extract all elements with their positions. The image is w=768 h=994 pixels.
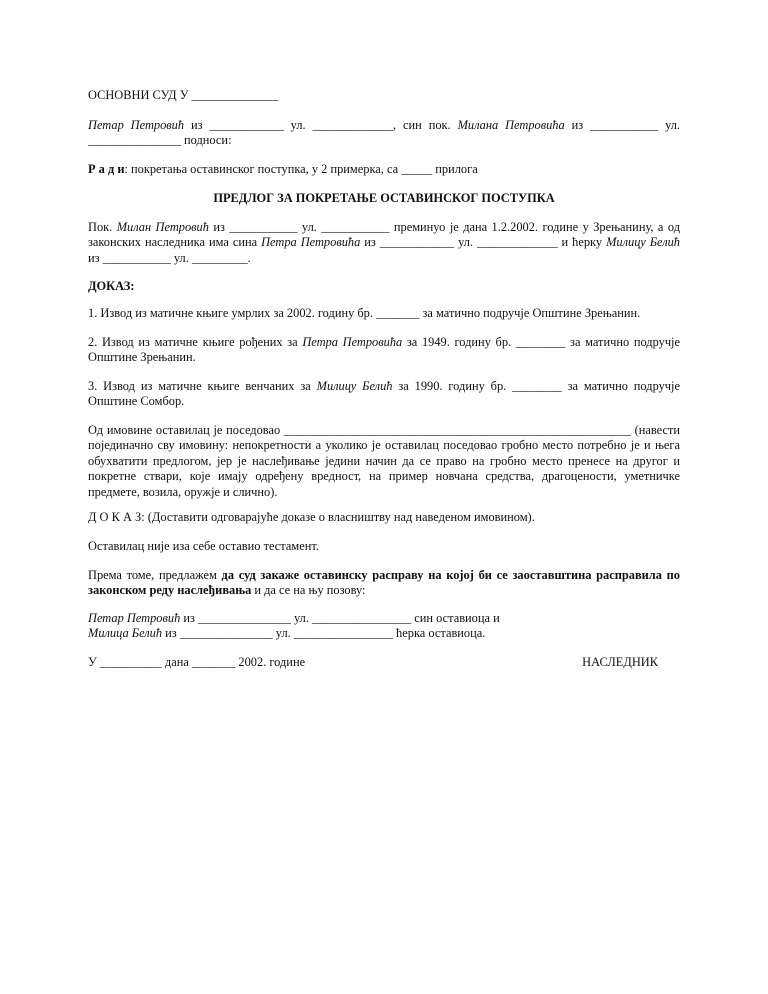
evidence-item-3-name: Милицу Белић — [316, 379, 393, 393]
property-proof: Д О К А З: (Доставити одговарајуће доказе о власништву над наведеном имовином). — [88, 510, 535, 524]
evidence-item-3-text-b: за 1990. годину бр. ________ за матично подручје Општине Сомбор. — [88, 379, 680, 409]
evidence-item-2-text-b: за 1949. годину бр. ________ за матично подручје Општине Зрењанин. — [88, 335, 680, 365]
evidence-heading: ДОКАЗ: — [88, 279, 135, 293]
property-paragraph: Од имовине оставилац је поседовао ________________________________________________________ (навести појединачно сву имовину: непокретности а уколико је оставилац поседовао гробно место потребно је и њега обухватити предлогом, јер је наслеђивање једини начин да се право на гробно место пренесе на другог и покретне ствари, које имају одређену вредност, на пример новчана средства, драгоцености, уметничке предмете, возила, оружје и слично). — [88, 423, 680, 499]
intro-text-2: из ____________ ул. _____________ и ћерку — [360, 235, 607, 250]
petitioner-name: Петар Петровић — [88, 118, 185, 132]
intro-deceased: Милан Петровић — [116, 220, 209, 234]
petitioner-line — [88, 118, 680, 133]
petitioner-father: Милана Петровића — [457, 118, 565, 132]
petitioner-text-2: из ___________ ул. — [564, 118, 681, 132]
request-text-2: и да се на њу позову: — [251, 583, 366, 598]
document-title: ПРЕДЛОГ ЗА ПОКРЕТАЊЕ ОСТАВИНСКОГ ПОСТУПКА — [213, 191, 555, 205]
heir-2-text: из _______________ ул. ________________ ћерка оставиоца. — [162, 626, 486, 640]
evidence-item-3 — [88, 379, 680, 410]
evidence-item-2 — [88, 335, 680, 366]
purpose-line — [88, 162, 680, 177]
request-text-1: Према томе, предлажем — [88, 568, 222, 582]
purpose-text: : покретања оставинског поступка, у 2 примерка, са _____ прилога — [124, 162, 478, 176]
heir-1-name: Петар Петровић — [88, 611, 181, 625]
heir-2-name: Милица Белић — [88, 626, 163, 640]
intro-paragraph — [88, 220, 680, 266]
intro-text-3: из ___________ ул. _________. — [88, 250, 251, 265]
intro-prefix: Пок. — [88, 220, 117, 234]
petitioner-line-2: _______________ подноси: — [88, 133, 232, 147]
heir-line-2 — [88, 626, 680, 641]
no-will-statement: Оставилац није иза себе оставио тестамент. — [88, 539, 319, 553]
evidence-item-3-text-a: 3. Извод из матичне књиге венчаних за — [88, 379, 317, 393]
intro-son: Петра Петровића — [261, 235, 361, 250]
request-paragraph — [88, 568, 680, 599]
intro-text-1: из ___________ ул. ___________ преминуо је дана 1.2.2002. године у Зрењанину, а од законских наследника има сина — [88, 220, 681, 250]
petitioner-text-1: из ____________ ул. _____________, син пок. — [184, 118, 458, 132]
evidence-item-1: 1. Извод из матичне књиге умрлих за 2002. годину бр. _______ за матично подручје Општине Зрењанин. — [88, 306, 641, 320]
footer-date: У __________ дана _______ 2002. године — [88, 655, 306, 669]
heir-1-text: из _______________ ул. ________________ син оставиоца и — [180, 611, 500, 625]
heir-line-1 — [88, 611, 680, 626]
court-line: ОСНОВНИ СУД У ______________ — [88, 88, 279, 102]
request-bold: да суд закаже оставинску расправу на којој би се заоставштина расправила по законском реду наслеђивања — [88, 568, 680, 598]
footer-signature: НАСЛЕДНИК — [582, 655, 658, 669]
purpose-label: Р а д и — [88, 162, 125, 176]
intro-daughter: Милицу Белић — [606, 235, 680, 250]
evidence-item-2-name: Петра Петровића — [302, 335, 403, 349]
evidence-item-2-text-a: 2. Извод из матичне књиге рођених за — [88, 335, 303, 349]
